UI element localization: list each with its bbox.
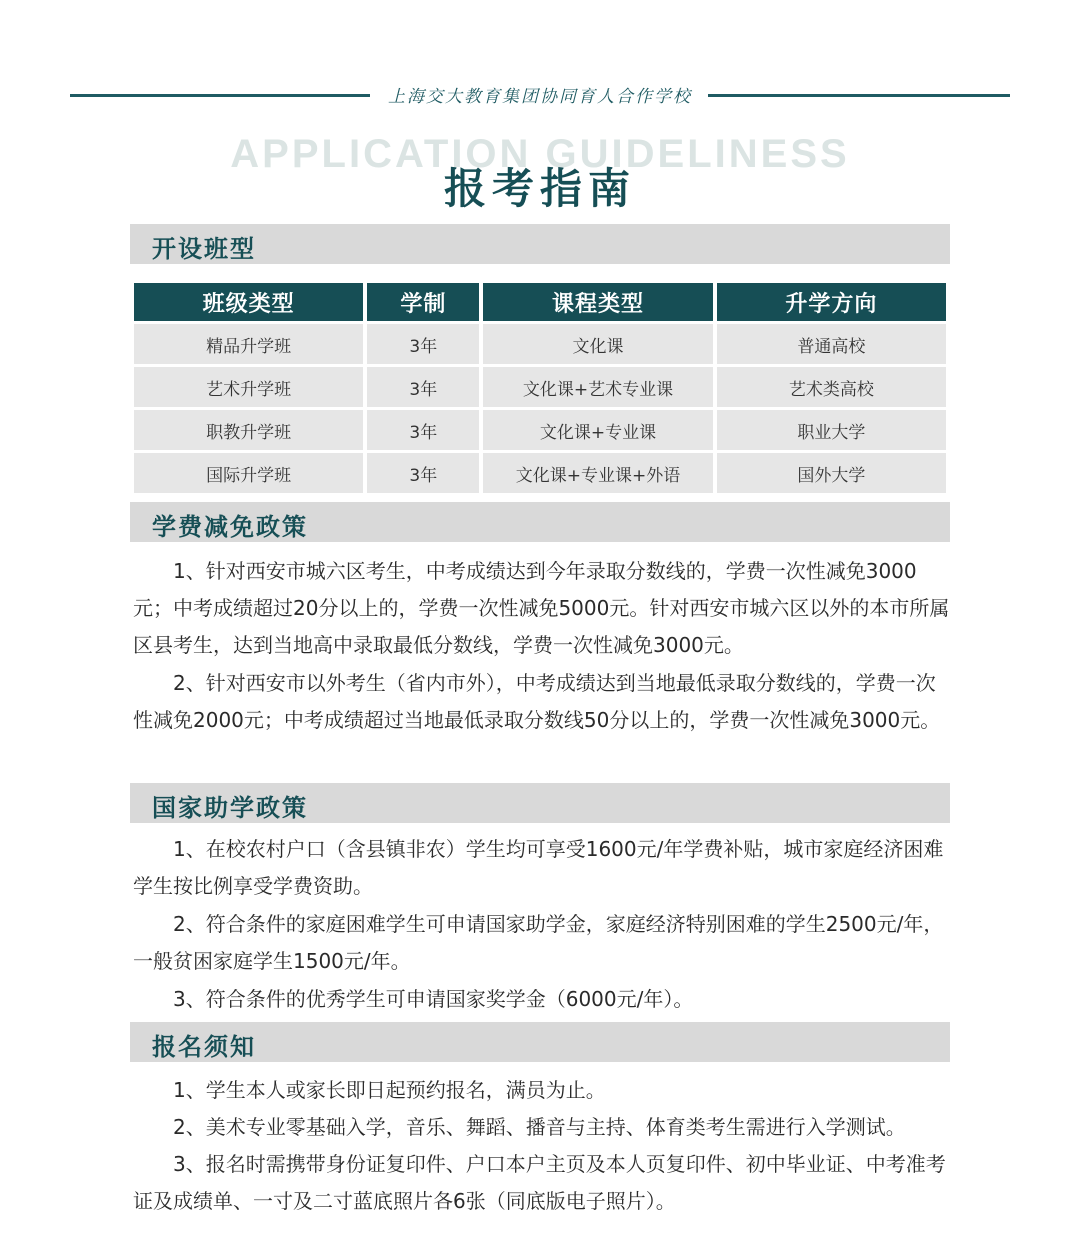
aid-policy-2: 2、符合条件的家庭困难学生可申请国家助学金，家庭经济特别困难的学生2500元/年，一般贫困家庭学生1500元/年。 (133, 912, 944, 973)
section-bar-tuition (130, 502, 950, 542)
cell-duration: 3年 (367, 410, 479, 450)
cell-class-type: 国际升学班 (134, 453, 363, 493)
cell-course-type: 文化课+艺术专业课 (483, 367, 712, 407)
cell-course-type: 文化课 (483, 324, 712, 364)
cell-course-type: 文化课+专业课 (483, 410, 712, 450)
cell-duration: 3年 (367, 324, 479, 364)
section-title-classes: 开设班型 (152, 235, 256, 263)
page-title: 报考指南 (443, 164, 636, 213)
section-title-aid: 国家助学政策 (152, 794, 308, 822)
cell-class-type: 职教升学班 (134, 410, 363, 450)
cell-class-type: 艺术升学班 (134, 367, 363, 407)
cell-direction: 国外大学 (717, 453, 946, 493)
col-header-direction: 升学方向 (717, 283, 946, 321)
tuition-policy-1: 1、针对西安市城六区考生，中考成绩达到今年录取分数线的，学费一次性减免3000元；中考成绩超过20分以上的，学费一次性减免5000元。针对西安市城六区以外的本市所属区县考生，达到当地高中录取最低分数线，学费一次性减免3000元。 (133, 559, 950, 657)
table-row (134, 410, 946, 450)
col-header-class-type: 班级类型 (134, 283, 363, 321)
tuition-policy-2: 2、针对西安市以外考生（省内市外），中考成绩达到当地最低录取分数线的，学费一次性减免2000元；中考成绩超过当地最低录取分数线50分以上的，学费一次性减免3000元。 (133, 671, 941, 732)
section-title-tuition: 学费减免政策 (152, 513, 308, 541)
cell-duration: 3年 (367, 453, 479, 493)
cell-direction: 普通高校 (717, 324, 946, 364)
registration-note-1: 1、学生本人或家长即日起预约报名，满员为止。 (173, 1078, 606, 1102)
cell-duration: 3年 (367, 367, 479, 407)
table-row (134, 367, 946, 407)
header-rule-right (708, 94, 1010, 97)
registration-note-3: 3、报名时需携带身份证复印件、户口本户主页及本人页复印件、初中毕业证、中考准考证及成绩单、一寸及二寸蓝底照片各6张（同底版电子照片）。 (133, 1152, 946, 1213)
table-row (134, 324, 946, 364)
section-bar-registration (130, 1022, 950, 1062)
registration-note-2: 2、美术专业零基础入学，音乐、舞蹈、播音与主持、体育类考生需进行入学测试。 (173, 1115, 906, 1139)
col-header-course-type: 课程类型 (483, 283, 712, 321)
section-title-registration: 报名须知 (152, 1033, 256, 1061)
cell-class-type: 精品升学班 (134, 324, 363, 364)
school-affiliation: 上海交大教育集团协同育人合作学校 (388, 87, 692, 107)
aid-policy-1: 1、在校农村户口（含县镇非农）学生均可享受1600元/年学费补贴，城市家庭经济困难学生按比例享受学费资助。 (133, 837, 944, 898)
header-rule-left (70, 94, 370, 97)
class-types-table (130, 280, 950, 496)
background-english-title: APPLICATION GUIDELINESS (230, 132, 850, 176)
cell-direction: 职业大学 (717, 410, 946, 450)
section-bar-aid (130, 783, 950, 823)
cell-course-type: 文化课+专业课+外语 (483, 453, 712, 493)
cell-direction: 艺术类高校 (717, 367, 946, 407)
section-bar-classes (130, 224, 950, 264)
aid-policy-3: 3、符合条件的优秀学生可申请国家奖学金（6000元/年）。 (173, 987, 694, 1011)
table-header-row (134, 283, 946, 321)
table-row (134, 453, 946, 493)
col-header-duration: 学制 (367, 283, 479, 321)
